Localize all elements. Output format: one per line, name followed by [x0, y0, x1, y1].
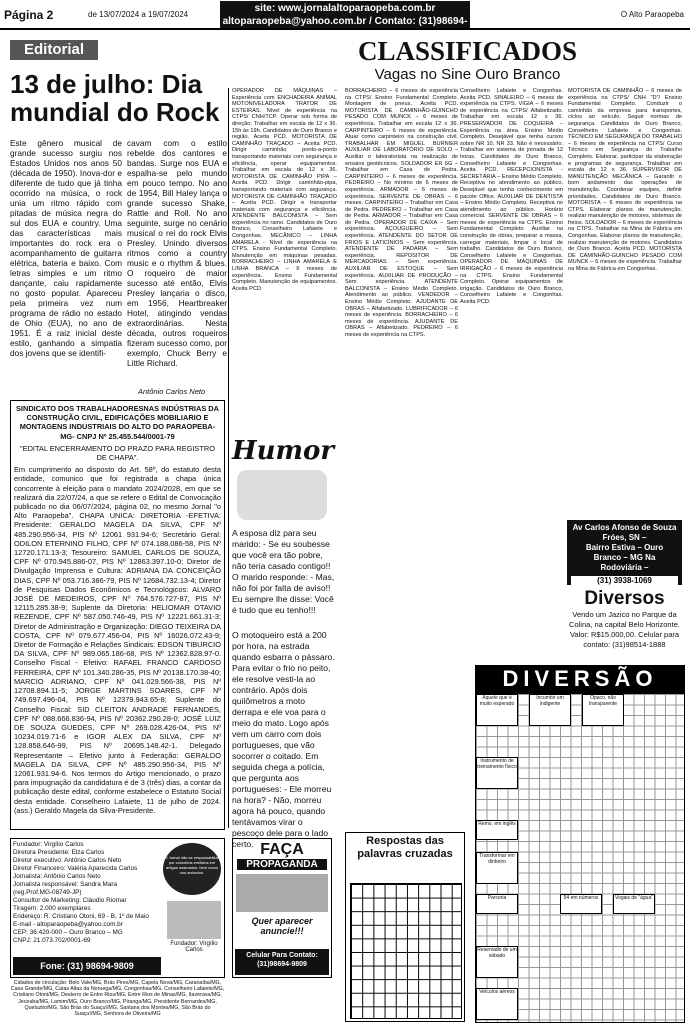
- classifieds-column-3: Conselheiro Lafaiete e Congonhas. Aceita PCD. SINALEIRO – 6 meses de experiência na CTPS. VIGIA – 6 meses de experiência na CTPS/ Alfabetizado. Trabalhar em escala 12 x 36. PRESERVADOR DE COQUEIRA – Experiência na área. Ensino Médio Completo. Desejável que tenha cursos sobre NR 10, NR 33. Não é necessário. Trabalhar em sistema de jornada de 12 horas. Candidatos de Ouro Branco, Conselheiro Lafaiete e Congonhas. Aceita PCD. RECEPCIONISTA - SECRETÁRIA – Ensino Médio Completo. Receptiva no atendimento ao público. Desejável que tenha conhecimento em pacote Office. AUXILIAR DE DENTISTA – Ensino Médio Completo. Receptiva no atendimento ao público. Horário comercial. SERVENTE DE OBRAS – 6 meses de experiência na CTPS. Ensino Fundamental Completo. Auxiliar na construção de obras, preparar a massa, carregar materiais, limpar o local de trabalho. Candidatos de Ouro Branco, Conselheiro Lafaiete e Congonhas. OPERADOR DE MÁQUINAS DE IRRIGAÇÃO – 6 meses de experiência na CTPS. Ensino Fundamental Completo. Operar equipamentos de irrigação. Candidatos de Ouro Branco, Conselheiro Lafaiete e Congonhas. Aceita PCD.: [460, 88, 563, 305]
- union-notice-title: SINDICATO DOS TRABALHADORESNAS INDÚSTRIAS DA CONSTRUÇÃO CIVIL, EDIFICAÇÕES MOBILIARIO E MONTAGENS INDUSTRIAIS DO ALTO DO PARAOPEBA-MG- CNPJ Nº 25.455.544/0001-79: [16, 404, 219, 441]
- masthead-line: Endereço: R. Cristiano Otoni, 69 - B, 1º de Maio: [13, 913, 149, 920]
- masthead-line: Jornalista: Antônio Carlos Neto: [13, 873, 101, 880]
- humor-joke-2: O motoqueiro está a 200 por hora, na estrada quando esbarra o pássaro. Para evitar o frio no peito, ele resolve vesti-la ao contrário. Após dois quilômetros a moto derrapa e ele voa para o meio do mato. Logo após vem um carro com dois portugueses, que vão socorrer o coitado. Em seguida chega a polícia, que pergunta aos portugueses: - Ele morreu na hora? - Não, morreu agora há pouco, quando tentávamos virar o pescoço dele para o lado certo.: [232, 630, 335, 849]
- masthead-line: Diretor Financeiro: Valéria Aparecida Carlos: [13, 865, 138, 872]
- editorial-author: Antônio Carlos Neto: [138, 387, 206, 396]
- puzzle-clue: Parceria: [476, 894, 518, 914]
- classifieds-column-4: MOTORISTA DE CAMINHÃO – 6 meses de experiência na CTPS/ CNH "D"/ Ensino Fundamental Completo. Conduzir o caminhão da empresa para transportes, ciclos ao veículo. Seguir normas de segurança. Candidatos de Ouro Branco, Conselheiro Lafaiete e Congonhas. TÉCNICO EM SEGURANÇA DO TRABALHO – 6 meses de experiência na CTPS/ Curso Técnico em Segurança do Trabalho Completo. Elaborar, participar da elaboração e programas de segurança. Trabalhar em escala de 12 x 36. SUPERVISOR DE MANUTENÇÃO MECÂNICA – Garantir o bom andamento das operações de manutenção. Coordenar equipes, definir prioridades. Candidatos de Ouro Branco. MOTORISTA – 6 meses de experiência na CTPS. Elaborar planos de manutenção, realizar manutenção de motores, sistemas de freios. SOLDADOR – 6 meses de experiência na CTPS. Trabalhar na Mina de Fábrica em Congonhas. Elaborar planos de manutenção, realizar manutenção de motores. Candidatos de Ouro Branco. Aceita PCD. MOTORISTA DE CAMINHÃO-GUINCHO PESADO COM MUNCK – 6 meses de experiência. Trabalhar na Mina de Fábrica em Congonhas.: [568, 88, 682, 273]
- column-divider: [228, 88, 229, 828]
- edition-dates: de 13/07/2024 a 19/07/2024: [88, 10, 189, 19]
- advertise-contact[interactable]: Celular Para Contato: (31)98694-9809: [235, 949, 329, 975]
- puzzle-clue: Aquele que é muito esperado: [476, 694, 518, 726]
- crossword-grid: [350, 883, 462, 1019]
- union-notice-subtitle: "EDITAL ENCERRAMENTO DO PRAZO PARA REGISTRO DE CHAPA".: [20, 443, 215, 463]
- editorial-column-1: Este gênero musical de grande sucesso surgiu nos Estados Unidos nos anos 50 (década de 1950). Inova-dor e diferente de tudo que já tinha ocorrido na música, o rock unia um ritmo rápido com pitadas de música negra do sul dos EUA e country. Uma das características mais importantes do rock era o acompanhamento de guitarra elétrica, bateria e baixo. Com letras simples e um ritmo dançante, caiu rapidamente no gosto popular. Apareceu pela primeira vez num programa de rádio no estado de Ohio (EUA), no ano de 1951. É a raiz inicial deste estilo, ganhando a simpatia dos jovens que se identifi-: [10, 138, 122, 358]
- site-url[interactable]: site: www.jornalaltoparaopeba.com.br: [254, 3, 436, 14]
- ad-line: Bairro Estiva – Ouro: [585, 543, 664, 552]
- phone-banner[interactable]: Fone: (31) 98694-9809: [13, 957, 161, 975]
- puzzle-clue: Opaco, não transparente: [582, 694, 624, 726]
- circulation-cities: Cidades de circulação: Belo Vale/MG, Brás Pires/MG, Capela Nova/MG, Caranaíba/MG, Casa Grande/MG, Catas Altas da Noruega/MG, Congonhas/MG, Conselheiro Lafaiete/MG, Cristiano Otoni/MG, Desterro de Entre Rios/MG, Entre Rios de Minas/MG, Itaverava/MG, Jeceaba/MG, Lamim/MG, Ouro Branco/MG, Piranga/MG, Presidente Bernardes/MG, Queluzito/MG, São Brás do Suaçuí/MG, Santana dos Montes/MG, São Brás do Suaçuí/MG, Senhora de Oliveira/MG: [10, 980, 225, 1018]
- humor-joke-1: A esposa diz para seu marido: - Se eu soubesse que você era tão pobre, não teria casado contigo!! O marido responde: - Mas, não foi por falta de aviso!! Eu sempre lhe disse: Você é tudo que eu tenho!!!: [232, 528, 335, 615]
- page-number: Página 2: [4, 8, 54, 22]
- crossword-title: Respostas das palavras cruzadas: [357, 835, 453, 860]
- address-ad: [567, 520, 682, 585]
- puzzle-clue: Vogais de "água": [613, 894, 655, 914]
- editorial-headline: 13 de julho: Dia mundial do Rock: [10, 69, 220, 127]
- masthead-line: Tiragem: 2.000 exemplares: [13, 905, 91, 912]
- diversao-banner: DIVERSÃO: [475, 665, 685, 693]
- puzzle-clue: 54 em números: [560, 894, 602, 914]
- ad-line: Branco – MG Na: [593, 553, 656, 562]
- masthead-line: Diretor executivo: Antônio Carlos Neto: [13, 857, 122, 864]
- puzzle-clue: Transformar em dinheiro: [476, 852, 518, 884]
- newspaper-seal: O Jornal não se responsabiliza por conceitos emitidos em artigos assinados, bem como nos anúncios.: [163, 843, 221, 895]
- ad-phone[interactable]: (31) 3938-1069: [571, 576, 678, 586]
- section-tag-editorial: Editorial: [10, 40, 98, 60]
- masthead-line[interactable]: E-mail - altoparaopeba@yahoo.com.br: [13, 921, 123, 928]
- classifieds-subtitle: Vagas no Sine Ouro Branco: [374, 66, 561, 83]
- ad-line: Av Carlos Afonso de Souza Fróes, SN –: [572, 523, 677, 542]
- advertise-slogan: Quer aparecer anuncie!!!: [251, 916, 313, 936]
- puzzle-clue: Incumbir um indigente: [529, 694, 571, 726]
- masthead-line: Consultor de Marketing: Cláudio Riomar: [13, 897, 127, 904]
- humor-title: Humor: [232, 436, 335, 466]
- page-header: [0, 0, 690, 40]
- masthead-line: CEP: 36.420-000 – Ouro Branco – MG: [13, 929, 123, 936]
- diversos-title: Diversos: [584, 588, 665, 609]
- masthead-line: (reg.Prof.MG-08749-JP): [13, 889, 82, 896]
- editorial-column-2: cavam com o estilo rebelde dos cantores e bandas. Surge nos EUA e espalha-se pelo mundo em pouco tempo. No ano de 1954, Bill Haley lança o grande sucesso Shake, Rattle and Roll. No ano seguinte, surge no cenário musical o rei do rock Elvis Presley. Unindo diversos ritmos como a country music e o rhythm & blues. O roqueiro de maior sucesso até então, Elvis Presley lançaria o disco, em 1956, Heartbreaker Hotel, atingindo vendas extraordinárias. Nesta década, outros roqueiros fizeram sucesso como, por exemplo, Chuck Berry e Little Richard.: [127, 138, 227, 368]
- contact-line: altoparaopeba@yahoo.com.br / Contato: (31)98694-9809: [222, 16, 468, 40]
- founder-caption: Fundador: Virgílio Carlos: [170, 941, 218, 953]
- masthead-line: Diretora Presidente: Elza Carlos: [13, 849, 105, 856]
- humor-box: [232, 436, 337, 526]
- advertise-title: FAÇA: [260, 841, 304, 858]
- masthead-line: Jornalista responsável: Sandra Mara: [13, 881, 118, 888]
- puzzle-clue: Remo, em inglês: [476, 820, 518, 840]
- humor-illustration: [237, 470, 327, 520]
- crossword-answers: [345, 832, 465, 1022]
- masthead-lines: [13, 841, 163, 945]
- diversos-text: Vendo um Jazico no Parque da Colina, na capital Belo Horizonte. Valor: R$15.000,00. Celular para contato: (31)98514-1888: [569, 610, 680, 649]
- puzzle-clue: Veículos aéreos: [476, 988, 518, 1020]
- union-notice: [10, 400, 225, 830]
- advertise-box: [232, 838, 332, 978]
- ad-line: Rodoviária –: [600, 563, 649, 572]
- union-notice-body: Em cumprimento ao disposto do Art. 58º, do estatuto desta entidade, comunico que foi registrada a chapa única concorrente à eleição para o mandato 2024/2028, em que se realizará dia 22/07/24, a que se refere o Edital de Convocação publicado no dia 06/07/2024, página 02, no mesmo Jornal "o Alto Paraopeba". CHAPA UNICA: DIRETORIA -EFETIVA: Presidente: GERALDO MAGELA DA SILVA, CPF Nº 485.290.956-34, PIS Nº 12061 931.94-6; Secretário Geral: ODILON ETERNINO FILHO, CPF Nº 074.188.086-58, PIS Nº 12720.171.13-3; Tesoureiro: SAMUEL CARLOS DE SOUZA, CPF Nº 070.945.886-07, PIS Nº 12863.397.10-0; Diretor de Divulgação Imprensa e Cultura: ADRIANA DA CONCEIÇÃO DIAS, CPF Nº 053.716.386-79, PIS Nº 12684.732.13-4; Diretor de Pesquisas Dados Econômicos e Tecnológicos: ALVARO JOSÉ DE MEDEIROS, CPF Nº 764.576.727-87, PIS Nº 12115.285.38-9; Suplente da Diretoria: HELIOMAR OTAVIO REZENDE, CPF Nº 587.050.746-49, PIS Nº 12221.661.31-3; Diretor de Administração e Organização: DIEGO TEIXEIRA DA COSTA, CPF Nº 079.677.456-04, PIS Nº 16026.072.43-9; Diretor de Formação e Relações Sindicais: EDSON TIBURCIO DA SILVA, CPF Nº 989.065.186-68, PIS Nº 12362.828.97-0. Conselho Fiscal - Efetivo: RAFAEL FRANCO CARDOSO FERREIRA, CPF Nº 101.340.286-35, PIS Nº 20138.170.38-40; MARCIO ADRIANO, CPF Nº 041.029.566-38, PIS Nº 12708.894.11-5; JORGE MARTINS SOARES, CPF Nº 749.697.496-04, PIS Nº 12379.943.65-8; Suplente do Conselho Fiscal: SID CLEITON ANDRADE FERNANDES, CPF Nº 088.666.836-94, PIS Nº 20362.290.28-0; JOSÉ LUIZ DE SOUZA GUEDES, CPF Nº 269.028.426-04, PIS Nº 10234.019.71-6 e IGOR ALEX DA SILVA, CPF Nº 128.858.646-99, PIS Nº 20695.148.42-1. Delegado Representante – Efetivo junto à Federação: GERALDO MAGELA DA SILVA, CPF Nº 485.290.956-34, PIS Nº 12061.931.94-6. Nos termos do Artigo mencionado, o prazo para impugnação da candidatura é de 3 (três) dias, a contar da publicação deste edital, conforme estabelece o Estatuto Social desta entidade. Conselheiro Lafaiete, 11 de julho de 2024. (ass.) Geraldo Magela da Silva-Presidente.: [14, 465, 221, 815]
- advertise-subtitle: PROPAGANDA: [237, 859, 327, 870]
- classifieds-title: CLASSIFICADOS: [357, 36, 578, 66]
- classifieds-column-2: BORRACHEIRO – 6 meses de experiência na CTPS/ Ensino Fundamental Completo. Montagem de pneus. Aceita PCD. MOTORISTA DE CAMINHÃO-GUINCHO PESADO COM MUNCK – 6 meses de experiência. Trabalhar em escala 12 x 36. CARPINTEIRO – 6 meses de experiência. Atuar como carpinteiro na construção civil. TRABALHAR EM MIGUEL BURNIER AUXILIAR DE LABORATÓRIO DE SOLO – Auxiliar o laboratorista na realização de ensaios geotécnicos. SOLDADOR ER 6G – Trabalhar em Casa de Pedra. CARPINTEIRO – 6 meses de experiência. PEDREIRO – No mínimo de 6 meses de experiência. ARMADOR – 6 meses de experiência. SERVENTE DE OBRAS – 6 meses. CARPINTEIRO – Trabalhar em Casa de Pedra. PEDREIRO – Trabalhar em Casa de Pedra. ARMADOR – Trabalhar em Casa de Pedra. OPERADOR DE CAIXA – Sem experiência. AÇOUGUEIRO – Sem experiência. ATENDENTE DO SETOR DE FRIOS E LATICÍNIOS – Sem experiência. ATENDENTE DE PADARIA – Sem experiência. REPOSITOR DE MERCADORIAS – Sem experiência. AUXILIAR DE ESTOQUE – Sem experiência. AUXILIAR DE PRODUÇÃO – Sem experiência. ATENDENTE BALCONISTA – Ensino Médio Completo. Atendimento ao público. VENDEDOR – Ensino Médio Completo. AJUDANTE DE OBRAS – Alfabetizado. LUBRIFICADOR – 6 meses de experiência. BORRACHEIRO – 6 meses de experiência. AJUDANTE DE OBRAS – Alfabetizado. PEDREIRO – 6 meses de experiência na CTPS.: [345, 88, 458, 338]
- masthead-line: CNPJ: 21.073.702/0001-69: [13, 937, 91, 944]
- newspaper-name: O Alto Paraopeba: [620, 10, 684, 19]
- puzzle-clue: Instrumento de treinamento físico: [476, 757, 518, 789]
- classifieds-column-1: OPERADOR DE MÁQUINAS – Experiência com ENCHADEIRA ANIMAL MOTONIVELADORA TRATOR DE ESTEIRAS. Nível de experiência na CTPS/ CNH/TCP. Operar sob forma de direção. Trabalhar em escala de 12 x 36. 15h às 19h. Candidatos de Ouro Branco e região. Aceita PCD. MOTORISTA DE CAMINHÃO TRAÇADO – Aceita PCD. Dirigir caminhão ponto-a-ponto transportando materiais com segurança e eficiência, operar equipamentos. Trabalhar em escala de 12 x 36. MOTORISTA DE CAMINHÃO PIPA – Aceita PCD. Dirigir caminhão-pipa, transportando materiais com segurança. MOTORISTA DE CAMINHÃO TRAÇADO – Aceita PCD. Dirigir e transportar materiais com segurança e eficiência. ATENDENTE BALCONISTA – Sem experiência no ramo. Candidatos de Ouro Branco, Conselheiro Lafaiete e Congonhas. MECÂNICO – LINHA AMARELA - Nível de experiência na CTPS. Ensino Fundamental Completo. Manutenção em máquinas pesadas. BORRACHEIRO – LINHA AMARELA E LINHA BRANCA – 6 meses de experiência. Ensino Fundamental Completo. Manutenção de equipamentos. Aceita PCD.: [232, 88, 337, 292]
- founder-photo: [167, 901, 221, 939]
- advertise-photos: [236, 874, 328, 912]
- puzzle-clue: Reservado de um sábado: [476, 946, 518, 978]
- masthead-line: Fundador: Virgílio Carlos: [13, 841, 84, 848]
- diversos-box: [567, 588, 682, 650]
- site-banner: [220, 1, 470, 40]
- masthead-box: [10, 838, 225, 978]
- diversao-puzzle-grid: [475, 693, 685, 1023]
